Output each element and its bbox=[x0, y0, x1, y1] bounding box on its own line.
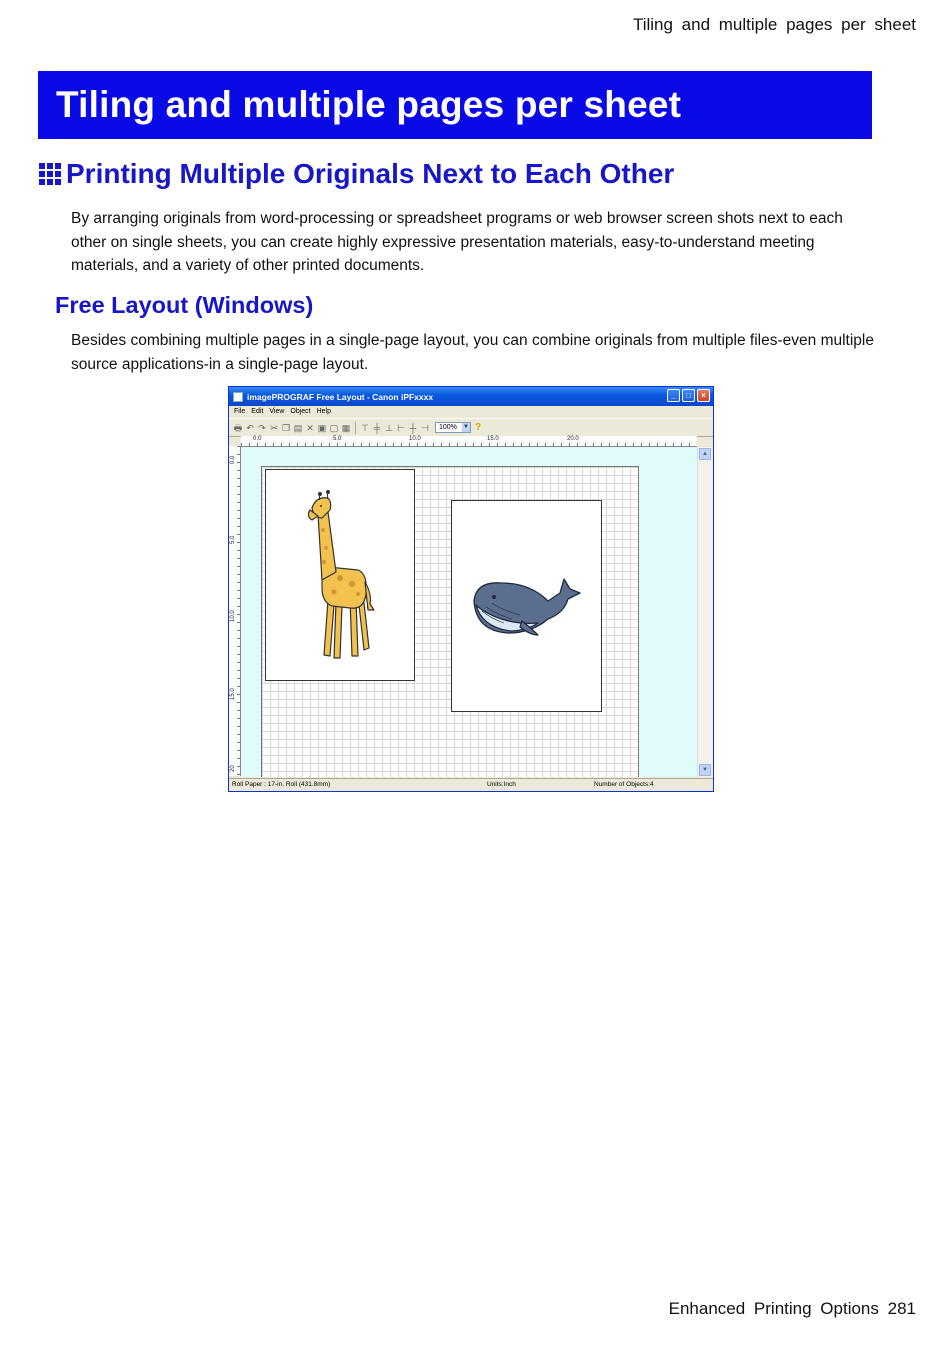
undo-icon[interactable]: ↶ bbox=[246, 422, 254, 433]
menu-object[interactable]: Object bbox=[290, 408, 311, 415]
vertical-scrollbar[interactable] bbox=[697, 447, 713, 777]
paste-icon[interactable]: ▤ bbox=[293, 422, 303, 433]
redo-icon[interactable]: ↷ bbox=[258, 422, 266, 433]
menubar bbox=[229, 406, 713, 417]
title-banner bbox=[38, 71, 872, 139]
align-bottom-icon[interactable]: ⊥ bbox=[385, 422, 393, 433]
menu-file[interactable]: File bbox=[234, 408, 246, 415]
ruler-label: 0.0 bbox=[253, 436, 262, 442]
subsection-paragraph: Besides combining multiple pages in a single-page layout, you can combine originals from multiple files-even multiple source applications-in a single-page layout. bbox=[71, 332, 874, 373]
subsection-title: Free Layout (Windows) bbox=[55, 292, 314, 318]
ruler-vertical bbox=[229, 446, 241, 776]
ruler-label: 20.0 bbox=[567, 436, 579, 442]
ruler-label: 10.0 bbox=[230, 610, 236, 622]
free-layout-window bbox=[228, 386, 714, 792]
menu-help[interactable]: Help bbox=[316, 408, 332, 415]
copy-icon[interactable]: ❐ bbox=[281, 422, 291, 433]
menu-edit[interactable]: Edit bbox=[251, 408, 264, 415]
running-header: Tiling and multiple pages per sheet bbox=[632, 15, 916, 34]
section-heading bbox=[38, 158, 674, 190]
ruler-label: 10.0 bbox=[409, 436, 421, 442]
page-object-whale[interactable] bbox=[451, 500, 602, 712]
grid-icon bbox=[38, 162, 62, 186]
help-icon[interactable]: ? bbox=[474, 421, 482, 433]
zoom-value: 100% bbox=[439, 424, 457, 431]
minimize-icon[interactable]: _ bbox=[667, 389, 680, 402]
ruler-label: 5.0 bbox=[230, 535, 236, 544]
toolbar bbox=[229, 418, 713, 437]
print-icon[interactable]: 🖶 bbox=[233, 422, 243, 433]
align-top-icon[interactable]: ⊤ bbox=[361, 422, 369, 433]
ruler-horizontal bbox=[241, 436, 697, 447]
page-object-giraffe[interactable] bbox=[265, 469, 415, 681]
send-back-icon[interactable]: ▢ bbox=[329, 422, 339, 433]
align-right-icon[interactable]: ⊣ bbox=[421, 422, 429, 433]
page-footer bbox=[669, 1299, 916, 1319]
delete-icon[interactable]: ✕ bbox=[306, 422, 314, 433]
cut-icon[interactable]: ✂ bbox=[270, 422, 278, 433]
properties-icon[interactable]: ▦ bbox=[341, 422, 351, 433]
intro-paragraph: By arranging originals from word-processing or spreadsheet programs or web browser screen shots next to each other on single sheets, you can create highly expressive presentation materials, easy-to-understand meeting materials, and a variety of other printed documents. bbox=[71, 210, 843, 274]
page-title: Tiling and multiple pages per sheet bbox=[56, 84, 682, 125]
menu-view[interactable]: View bbox=[269, 408, 285, 415]
maximize-icon[interactable]: □ bbox=[682, 389, 695, 402]
window-title: imagePROGRAF Free Layout - Canon iPFxxxx bbox=[247, 391, 434, 402]
align-middle-icon[interactable]: ╪ bbox=[373, 422, 381, 433]
ruler-label: 15.0 bbox=[487, 436, 499, 442]
app-icon bbox=[233, 392, 243, 402]
align-left-icon[interactable]: ⊢ bbox=[397, 422, 405, 433]
ruler-label: 0.0 bbox=[230, 455, 236, 464]
status-paper: Roll Paper : 17-in. Roll (431.8mm) bbox=[232, 781, 331, 788]
whale-illustration bbox=[452, 501, 603, 713]
layout-canvas[interactable] bbox=[241, 447, 697, 777]
ruler-label: 5.0 bbox=[333, 436, 342, 442]
scroll-down-icon[interactable]: ▼ bbox=[699, 764, 711, 776]
footer-section-name: Enhanced Printing Options bbox=[668, 1299, 879, 1318]
status-object-count: Number of Objects:4 bbox=[594, 781, 654, 788]
close-icon[interactable]: × bbox=[697, 389, 710, 402]
page-number: 281 bbox=[887, 1299, 916, 1318]
align-center-icon[interactable]: ┼ bbox=[409, 422, 417, 433]
section-title: Printing Multiple Originals Next to Each Other bbox=[66, 158, 675, 189]
roll-paper bbox=[261, 466, 639, 777]
bring-front-icon[interactable]: ▣ bbox=[317, 422, 327, 433]
ruler-label: 15.0 bbox=[230, 688, 236, 700]
window-titlebar bbox=[229, 387, 713, 406]
status-bar bbox=[229, 778, 713, 791]
ruler-label: 20 bbox=[230, 765, 236, 772]
status-units: Units:Inch bbox=[487, 781, 516, 788]
window-controls bbox=[667, 389, 710, 402]
scroll-up-icon[interactable]: ▲ bbox=[699, 448, 711, 460]
zoom-select[interactable] bbox=[435, 422, 471, 433]
chevron-down-icon[interactable]: ▼ bbox=[463, 424, 469, 430]
giraffe-illustration bbox=[266, 470, 416, 682]
toolbar-separator bbox=[355, 422, 356, 434]
